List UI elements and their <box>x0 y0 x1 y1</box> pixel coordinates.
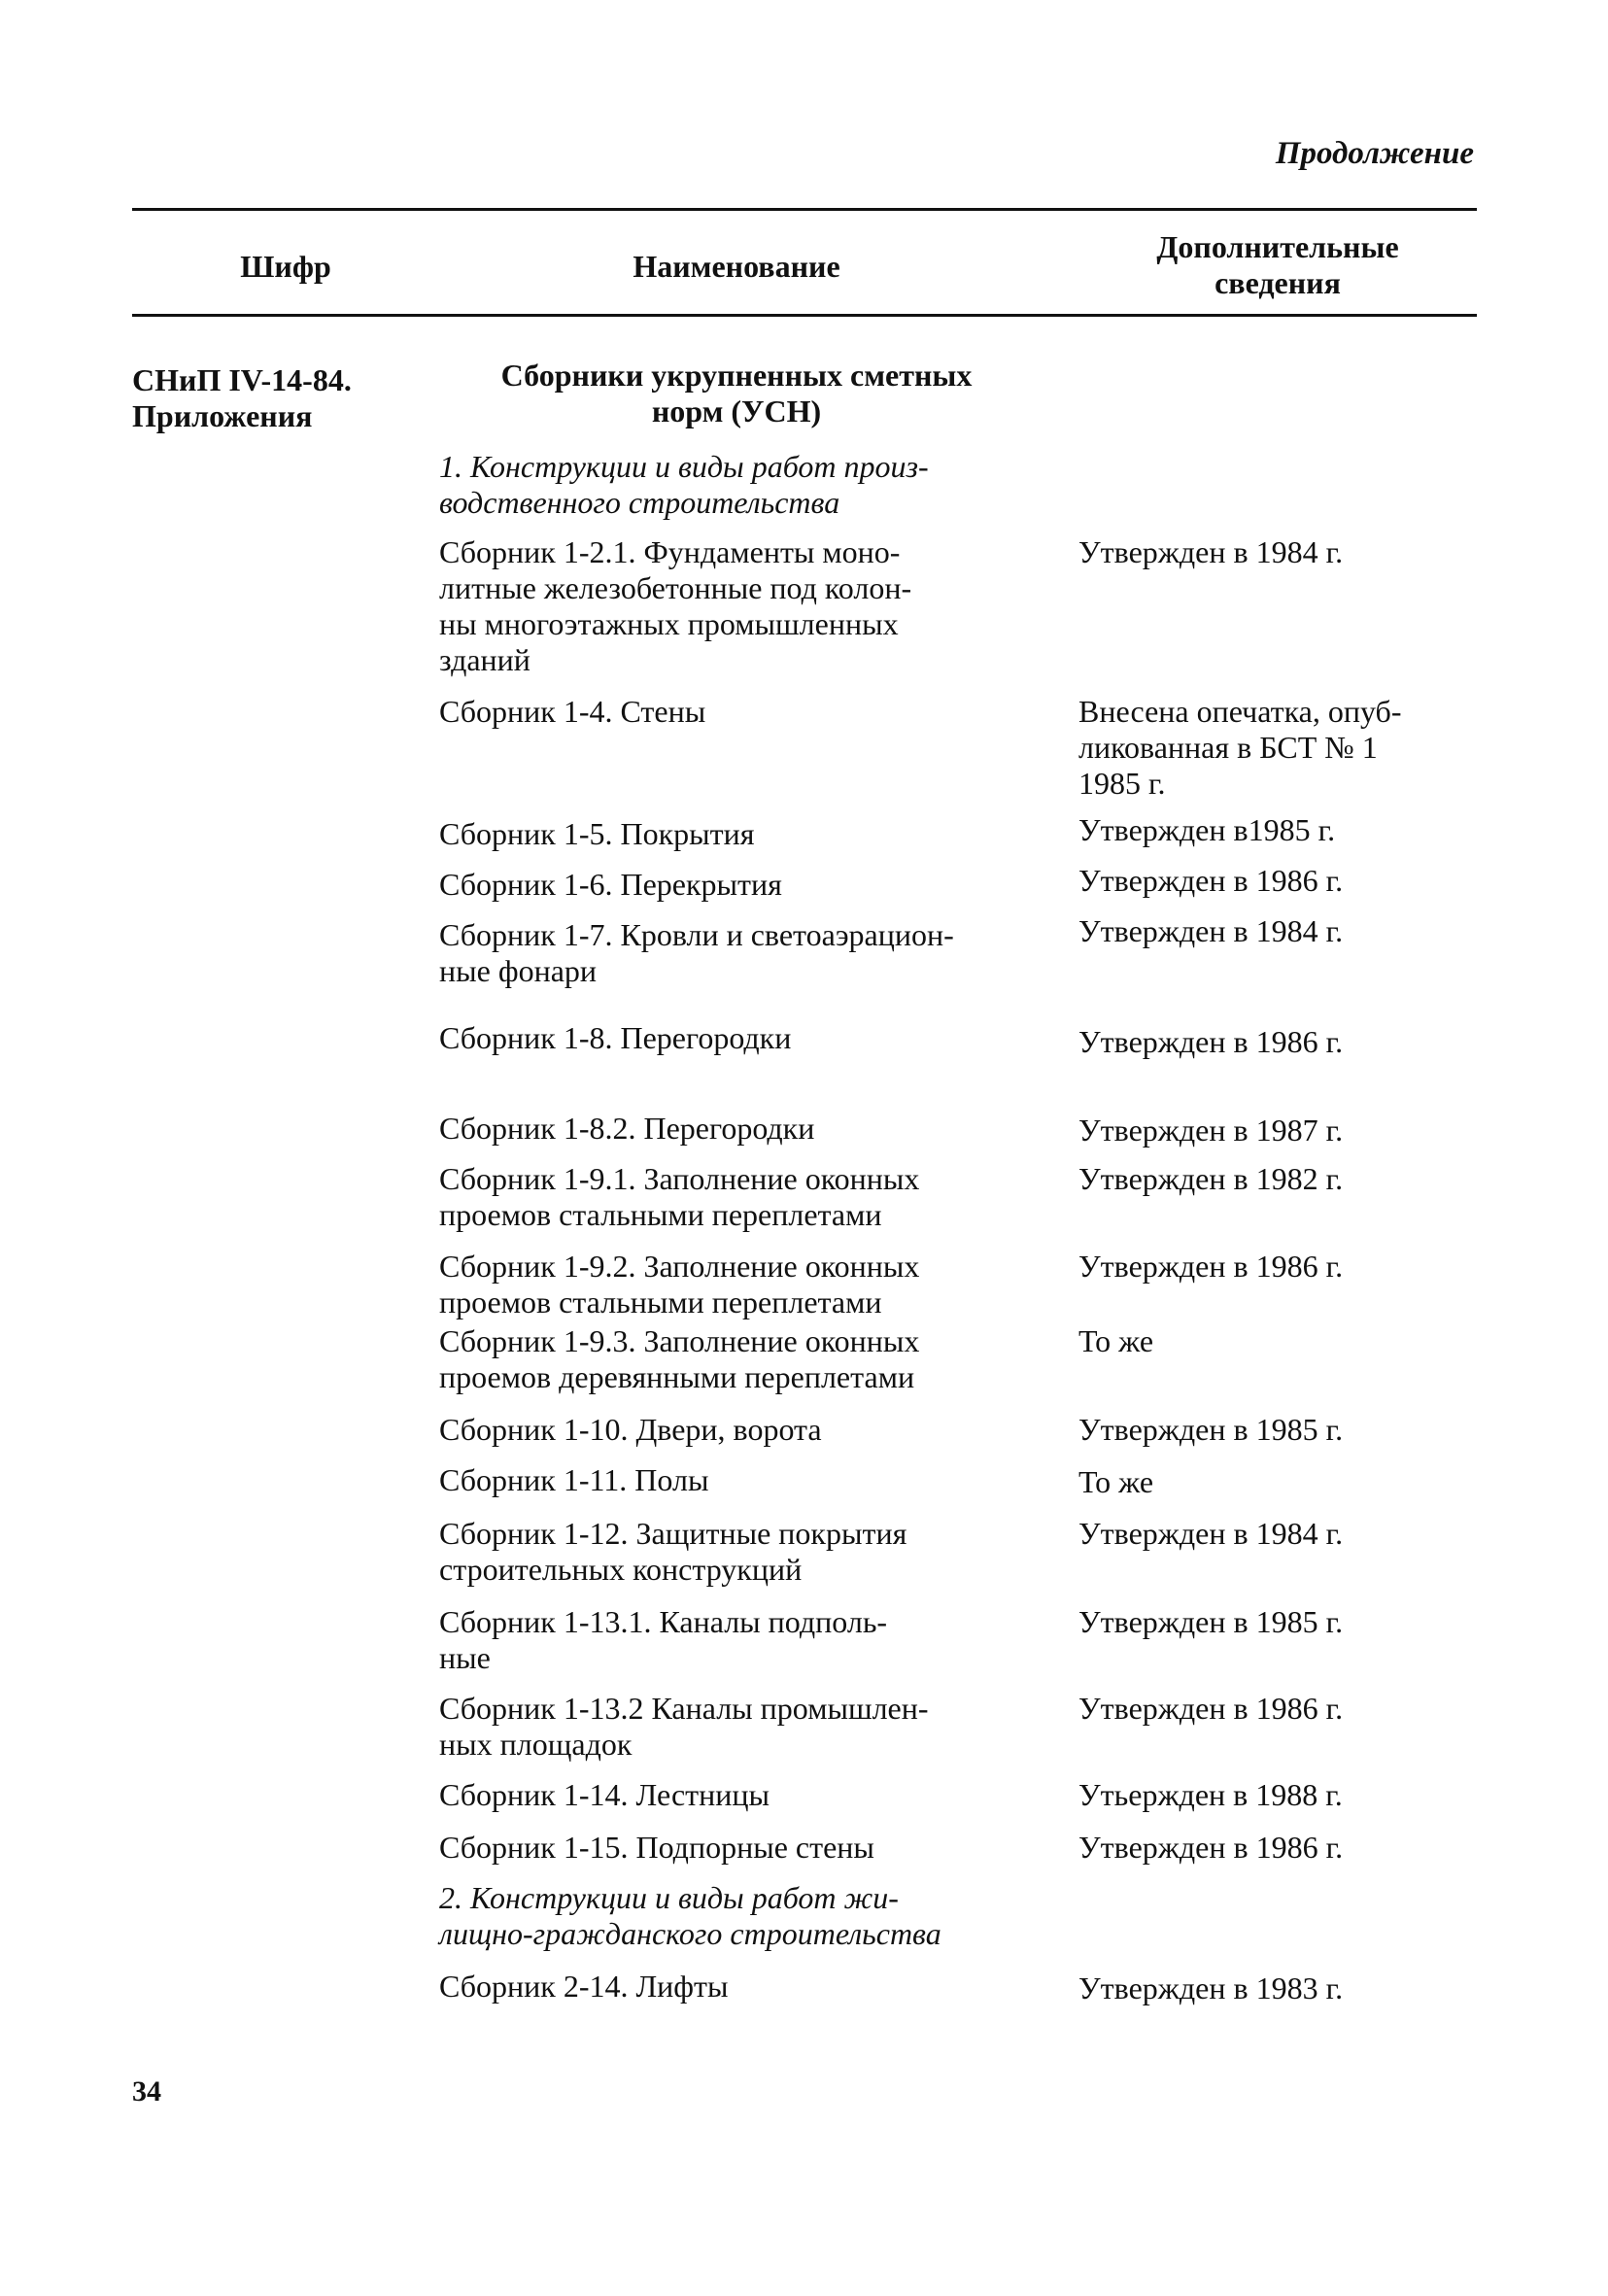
name-line: водственного строительства <box>439 485 840 520</box>
info-line: Утвержден в 1986 г. <box>1078 1024 1344 1059</box>
header-info-line: сведения <box>1215 265 1341 300</box>
document-code <box>132 362 352 434</box>
page-number: 34 <box>132 2075 161 2108</box>
row-6-name <box>439 917 1034 989</box>
name-line: 1. Конструкции и виды работ произ- <box>439 449 929 484</box>
row-14-info <box>1078 1516 1477 1552</box>
row-16-info <box>1078 1691 1477 1727</box>
info-line: Утвержден в 1986 г. <box>1078 1830 1344 1865</box>
row-9-info <box>1078 1161 1477 1197</box>
row-9-name <box>439 1161 1034 1233</box>
name-line: Сборник 1-10. Двери, ворота <box>439 1412 822 1447</box>
row-10-info <box>1078 1249 1477 1285</box>
row-18-name <box>439 1830 1034 1866</box>
info-line: Утвержден в 1986 г. <box>1078 1249 1344 1284</box>
name-line: Сборник 1-7. Кровли и светоаэрацион- <box>439 917 954 952</box>
section-1-title <box>439 449 1034 521</box>
name-line: Сборник 1-12. Защитные покрытия <box>439 1516 907 1551</box>
row-12-name <box>439 1412 1034 1448</box>
name-line: зданий <box>439 642 530 677</box>
name-line: ных площадок <box>439 1727 633 1762</box>
header-top-rule <box>132 208 1477 211</box>
row-11-name <box>439 1323 1034 1395</box>
name-line: Сборник 1-14. Лестницы <box>439 1777 770 1812</box>
name-line: норм (УСН) <box>651 394 822 428</box>
row-2-name <box>439 534 1034 678</box>
row-17-info <box>1078 1777 1477 1813</box>
row-0-name <box>439 358 1034 429</box>
name-line: Сборник 1-15. Подпорные стены <box>439 1830 874 1865</box>
row-13-name <box>439 1462 1034 1498</box>
info-line: Утвержден в1985 г. <box>1078 812 1336 847</box>
info-line: То же <box>1078 1464 1154 1499</box>
name-line: Сборник 1-11. Полы <box>439 1462 709 1497</box>
info-line: Утвержден в 1984 г. <box>1078 1516 1344 1551</box>
row-13-info <box>1078 1464 1477 1500</box>
row-4-info <box>1078 812 1477 848</box>
name-line: лищно-гражданского строительства <box>439 1916 941 1951</box>
section-2-title <box>439 1880 1034 1952</box>
header-code: Шифр <box>240 249 331 284</box>
name-line: ные <box>439 1640 491 1675</box>
row-11-info <box>1078 1323 1477 1359</box>
name-line: Сборник 1-13.2 Каналы промышлен- <box>439 1691 929 1726</box>
name-line: проемов стальными переплетами <box>439 1285 882 1319</box>
info-line: Утьержден в 1988 г. <box>1078 1777 1343 1812</box>
row-15-name <box>439 1604 1034 1676</box>
info-line: Утвержден в 1982 г. <box>1078 1161 1344 1196</box>
row-14-name <box>439 1516 1034 1588</box>
name-line: Сборник 1-2.1. Фундаменты моно- <box>439 534 901 569</box>
code-line: Приложения <box>132 398 313 433</box>
info-line: Утвержден в 1985 г. <box>1078 1604 1344 1639</box>
info-line: Утвержден в 1983 г. <box>1078 1970 1344 2005</box>
info-line: Утвержден в 1984 г. <box>1078 534 1344 569</box>
row-20-info <box>1078 1970 1477 2006</box>
continuation-label: Продолжение <box>1275 136 1474 171</box>
row-5-info <box>1078 863 1477 899</box>
name-line: Сборник 1-5. Покрытия <box>439 816 755 851</box>
row-7-info <box>1078 1024 1477 1060</box>
row-12-info <box>1078 1412 1477 1448</box>
name-line: проемов деревянными переплетами <box>439 1359 915 1394</box>
name-line: ны многоэтажных промышленных <box>439 606 899 641</box>
info-line: Утвержден в 1984 г. <box>1078 913 1344 948</box>
name-line: Сборник 2-14. Лифты <box>439 1969 729 2004</box>
name-line: Сборник 1-9.3. Заполнение оконных <box>439 1323 920 1358</box>
name-line: ные фонари <box>439 953 598 988</box>
info-line: Утвержден в 1986 г. <box>1078 1691 1344 1726</box>
row-4-name <box>439 816 1034 852</box>
name-line: Сборник 1-4. Стены <box>439 694 706 729</box>
info-line: То же <box>1078 1323 1154 1358</box>
row-7-name <box>439 1020 1034 1056</box>
row-8-info <box>1078 1113 1477 1148</box>
header-name: Наименование <box>633 249 840 284</box>
row-10-name <box>439 1249 1034 1320</box>
info-line: Утвержден в 1987 г. <box>1078 1113 1344 1148</box>
info-line: Утвержден в 1986 г. <box>1078 863 1344 898</box>
name-line: Сборник 1-9.2. Заполнение оконных <box>439 1249 920 1284</box>
row-18-info <box>1078 1830 1477 1866</box>
name-line: 2. Конструкции и виды работ жи- <box>439 1880 899 1915</box>
row-3-info <box>1078 694 1477 802</box>
name-line: Сборник 1-13.1. Каналы подполь- <box>439 1604 888 1639</box>
info-line: Утвержден в 1985 г. <box>1078 1412 1344 1447</box>
info-line: Внесена опечатка, опуб- <box>1078 694 1402 729</box>
row-17-name <box>439 1777 1034 1813</box>
name-line: строительных конструкций <box>439 1552 803 1587</box>
name-line: литные железобетонные под колон- <box>439 570 912 605</box>
row-3-name <box>439 694 1034 730</box>
row-15-info <box>1078 1604 1477 1640</box>
row-6-info <box>1078 913 1477 949</box>
info-line: ликованная в БСТ № 1 <box>1078 730 1378 765</box>
name-line: Сборник 1-8. Перегородки <box>439 1020 792 1055</box>
name-line: Сборник 1-9.1. Заполнение оконных <box>439 1161 920 1196</box>
header-info-line: Дополнительные <box>1156 229 1399 264</box>
name-line: Сборники укрупненных сметных <box>500 358 973 393</box>
name-line: проемов стальными переплетами <box>439 1197 882 1232</box>
header-bottom-rule <box>132 314 1477 317</box>
code-line: СНиП IV-14-84. <box>132 362 352 397</box>
name-line: Сборник 1-6. Перекрытия <box>439 867 782 902</box>
name-line: Сборник 1-8.2. Перегородки <box>439 1111 815 1146</box>
row-2-info <box>1078 534 1477 570</box>
row-20-name <box>439 1969 1034 2005</box>
row-5-name <box>439 867 1034 903</box>
row-16-name <box>439 1691 1034 1763</box>
header-info <box>1078 229 1477 301</box>
info-line: 1985 г. <box>1078 766 1166 801</box>
row-8-name <box>439 1111 1034 1147</box>
